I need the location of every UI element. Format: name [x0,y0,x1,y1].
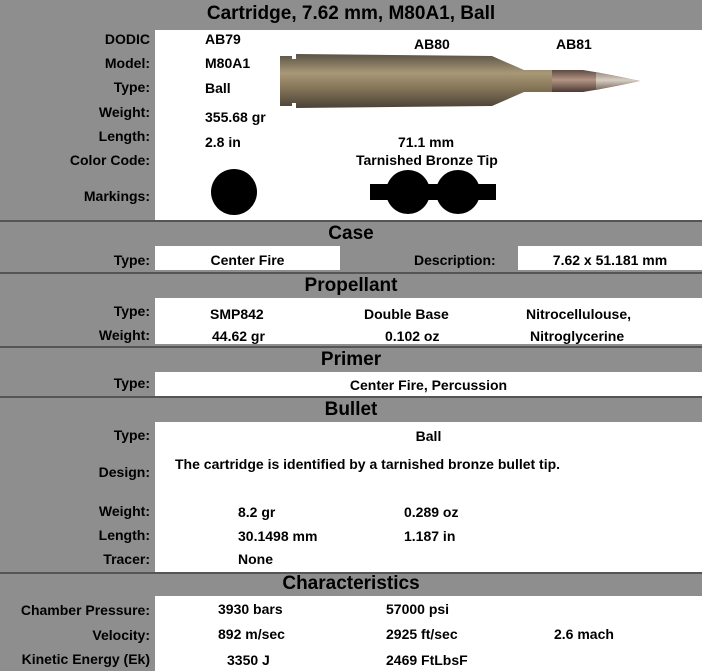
kinetic-energy-label: Kinetic Energy (Ek) [21,651,150,667]
dodic-code: AB81 [556,36,592,52]
propellant-type-value: SMP842 [210,306,264,322]
velocity-mach: 2.6 mach [554,626,614,642]
velocity-ms: 892 m/sec [218,626,285,642]
case-title: Case [328,223,374,244]
bullet-tracer-value: None [238,551,273,567]
velocity-label: Velocity: [92,627,150,643]
weight-value: 355.68 gr [205,109,266,125]
characteristics-title: Characteristics [282,573,420,594]
case-description-value: 7.62 x 51.181 mm [552,252,668,268]
bullet-length-mm: 30.1498 mm [238,528,318,544]
dodic-code: AB80 [414,36,450,52]
markings-label: Markings: [83,188,150,204]
double-dot-marking [370,168,496,216]
bullet-tracer-label: Tracer: [103,551,150,567]
primer-title: Primer [320,349,382,370]
case-type-label: Type: [113,252,150,268]
chamber-pressure-label: Chamber Pressure: [20,602,150,618]
chamber-pressure-psi: 57000 psi [386,601,450,617]
bullet-design-label: Design: [98,464,150,480]
color-code-label: Color Code: [69,152,150,168]
propellant-weight-gr: 44.62 gr [212,328,265,344]
primer-type-label: Type: [113,375,150,391]
color-code-value: Tarnished Bronze Tip [356,152,498,168]
velocity-fts: 2925 ft/sec [386,626,458,642]
type-label: Type: [113,79,150,95]
dodic-code: AB79 [205,31,241,47]
bullet-length-label: Length: [98,527,150,543]
chamber-pressure-bars: 3930 bars [218,601,283,617]
dodic-label: DODIC [104,31,150,47]
primer-type-value: Center Fire, Percussion [349,377,508,393]
bullet-weight-oz: 0.289 oz [404,504,459,520]
bullet-design-value: The cartridge is identified by a tarnished bronze bullet tip. [175,456,561,472]
bullet-weight-gr: 8.2 gr [238,504,276,520]
propellant-type-label: Type: [113,303,150,319]
kinetic-energy-ftlbs: 2469 FtLbsF [386,652,468,668]
bullet-value-area [155,422,702,572]
propellant-weight-oz: 0.102 oz [385,328,440,344]
type-value: Ball [205,80,231,96]
page-title: Cartridge, 7.62 mm, M80A1, Ball [206,3,496,24]
bullet-length-in: 1.187 in [404,528,456,544]
length-in-value: 2.8 in [205,134,241,150]
propellant-title: Propellant [304,275,398,296]
title-band [0,0,702,30]
propellant-composition-2: Nitroglycerine [530,328,625,344]
model-label: Model: [104,55,150,71]
propellant-weight-label: Weight: [98,327,150,343]
length-mm-value: 71.1 mm [398,134,455,150]
bullet-weight-label: Weight: [98,503,150,519]
propellant-composition-1: Nitrocellulouse, [526,306,632,322]
length-label: Length: [98,128,150,144]
cartridge-image [278,50,648,112]
single-dot-marking [210,168,258,216]
weight-label: Weight: [98,104,150,120]
model-value: M80A1 [205,55,251,71]
bullet-title: Bullet [324,399,378,420]
case-type-value: Center Fire [210,252,285,268]
bullet-type-value: Ball [415,428,442,444]
kinetic-energy-j: 3350 J [227,652,270,668]
case-description-label: Description: [414,252,496,268]
bullet-type-label: Type: [113,427,150,443]
propellant-base: Double Base [364,306,449,322]
